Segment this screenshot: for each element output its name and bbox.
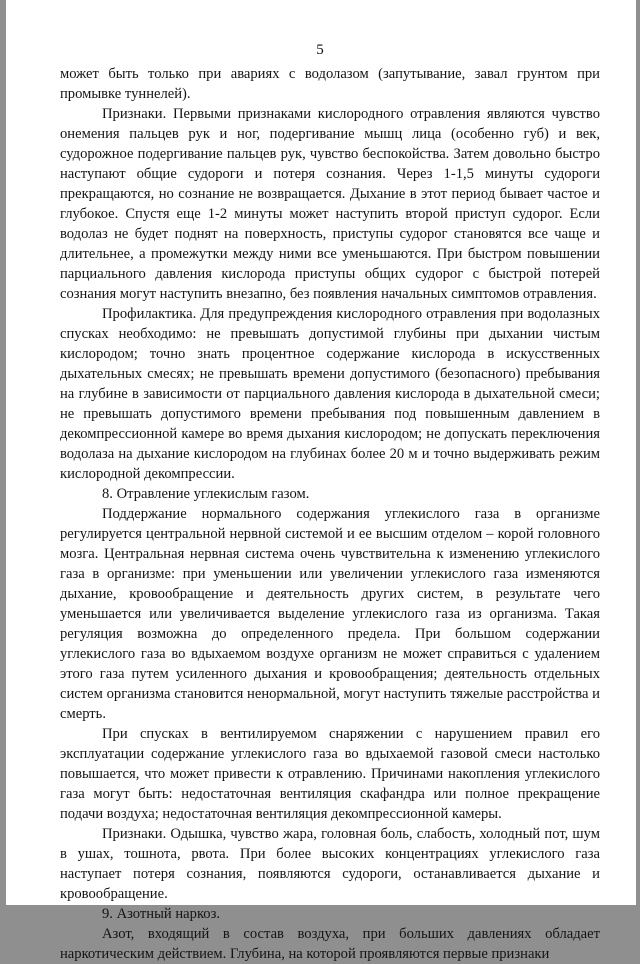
document-body <box>60 64 600 964</box>
paragraph: может быть только при авариях с водолазом (запутывание, завал грунтом при промывке туннелей). <box>60 66 600 102</box>
section-heading: 9. Азотный наркоз. <box>102 906 221 922</box>
paragraph: Признаки. Первыми признаками кислородного отравления являются чувство онемения пальцев рук и ног, подергивание мышц лица (особенно губ) и век, судорожное подергивание пальцев рук, чувство беспокойства. Затем довольно быстро наступают общие судороги и потеря сознания. Через 1-1,5 минуты судороги прекращаются, но сознание не возвращается. Дыхание в этот период бывает частое и глубокое. Спустя еще 1-2 минуты может наступить второй приступ судорог. Если водолаз не будет поднят на поверхность, приступы судорог становятся все чаще и длительнее, а промежутки между ними все уменьшаются. При быстром повышении парциального давления кислорода приступы общих судорог с быстрой потерей сознания могут наступить внезапно, без появления начальных симптомов отравления. <box>60 106 600 302</box>
paragraph: При спусках в вентилируемом снаряжении с нарушением правил его эксплуатации содержание углекислого газа во вдыхаемой газовой смеси настолько повышается, что может привести к отравлению. Причинами накопления углекислого газа могут быть: недостаточная вентиляция скафандра или полное прекращение подачи воздуха; недостаточная вентиляция декомпрессионной камеры. <box>60 726 600 822</box>
paragraph: Профилактика. Для предупреждения кислородного отравления при водолазных спусках необходимо: не превышать допустимой глубины при дыхании чистым кислородом; точно знать процентное содержание кислорода в искусственных дыхательных смесях; не превышать времени допустимого (безопасного) пребывания на глубине в зависимости от парциального давления кислорода в дыхательной смеси; не превышать допустимого времени пребывания под повышенным давлением в декомпрессионной камере во время дыхания кислородом; не допускать переключения водолаза на дыхание кислородом на глубинах более 20 м и точно выдерживать режим кислородной декомпрессии. <box>60 306 600 482</box>
section-heading: 8. Отравление углекислым газом. <box>102 486 310 502</box>
page-number: 5 <box>316 42 324 58</box>
paragraph: Азот, входящий в состав воздуха, при больших давлениях обладает наркотическим действием. Глубина, на которой проявляются первые признаки <box>60 926 600 962</box>
paragraph: Поддержание нормального содержания углекислого газа в организме регулируется центральной нервной системой и ее высшим отделом – корой головного мозга. Центральная нервная система очень чувствительна к изменению углекислого газа в организме: при уменьшении или увеличении углекислого газа изменяются дыхание, кровообращение и деятельность других систем, в результате чего уменьшается или увеличивается выделение углекислого газа из организма. Такая регуляция возможна до определенного предела. При большом содержании углекислого газа во вдыхаемом воздухе организм не может справиться с удалением этого газа путем усиленного дыхания и кровообращения; деятельность отдельных систем организма становится ненормальной, могут наступить тяжелые расстройства и смерть. <box>60 506 600 722</box>
paragraph: Признаки. Одышка, чувство жара, головная боль, слабость, холодный пот, шум в ушах, тошнота, рвота. При более высоких концентрациях углекислого газа наступает потеря сознания, появляются судороги, останавливается дыхание и кровообращение. <box>60 826 600 902</box>
